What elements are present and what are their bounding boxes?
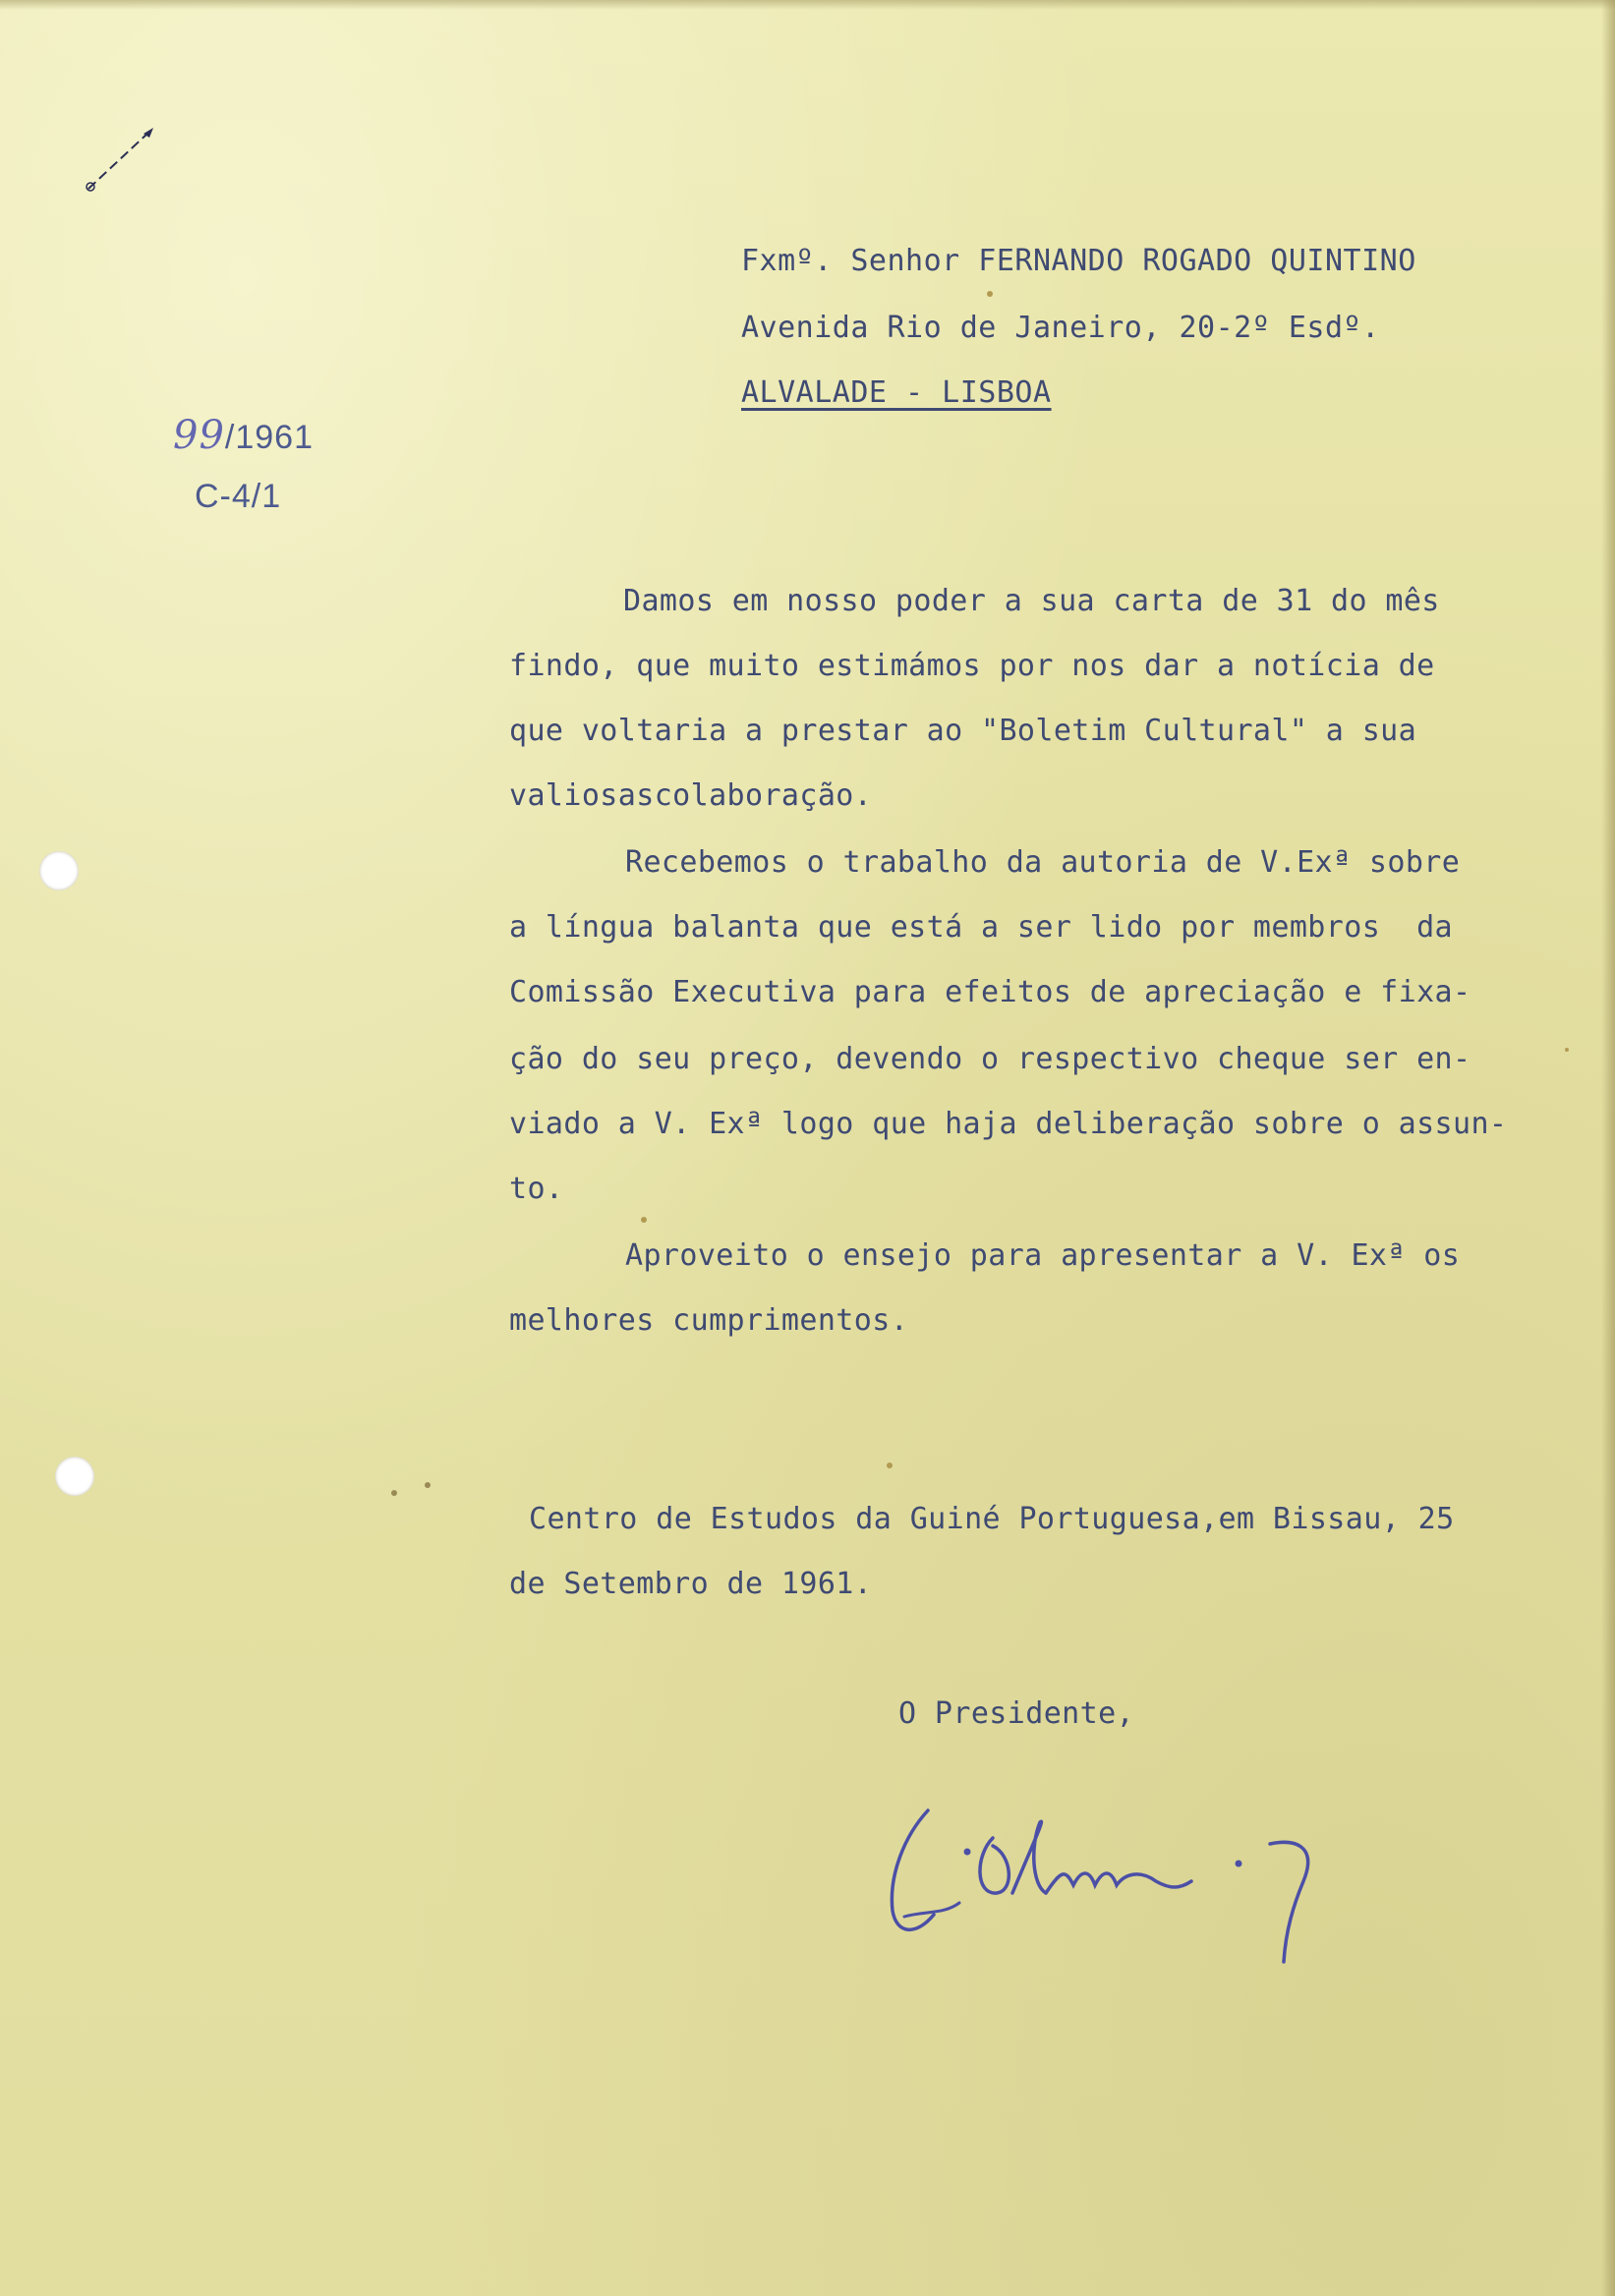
body-line: findo, que muito estimámos por nos dar a notícia de [509,649,1435,683]
punch-hole-lower [55,1457,94,1496]
paper-top-edge [0,0,1615,10]
paper-right-edge [1601,0,1615,2296]
body-line: que voltaria a prestar ao "Boletim Cultural" a sua [509,714,1417,748]
reference-number-handwritten: 99 [173,413,225,458]
paper-speck [987,291,993,297]
paper-speck [1565,1048,1569,1052]
body-line: ção do seu preço, devendo o respectivo cheque ser en- [509,1042,1471,1076]
place-date-line: Centro de Estudos da Guiné Portuguesa,em Bissau, 25 [529,1502,1455,1536]
place-date-line: de Setembro de 1961. [509,1567,873,1601]
body-line: Damos em nosso poder a sua carta de 31 do mês [623,584,1440,618]
body-line: melhores cumprimentos. [509,1303,909,1338]
body-line: Comissão Executiva para efeitos de apreciação e fixa- [509,975,1471,1009]
body-line: valiosascolaboração. [509,778,873,813]
closing-title: O Presidente, [898,1696,1134,1731]
body-line: viado a V. Exª logo que haja deliberação sobre o assun- [509,1107,1508,1141]
pen-mark-icon [81,124,169,202]
reference-number [173,413,314,458]
signature [865,1787,1337,1974]
body-line: to. [509,1172,564,1206]
recipient-line-2: Avenida Rio de Janeiro, 20-2º Esdº. [741,311,1380,345]
recipient-line-1: Fxmº. Senhor FERNANDO ROGADO QUINTINO [741,244,1416,278]
reference-code: C-4/1 [195,478,282,515]
paper-speck [425,1482,431,1488]
body-line: Recebemos o trabalho da autoria de V.Exª sobre [625,845,1461,880]
reference-year: /1961 [224,419,314,456]
body-line: Aproveito o ensejo para apresentar a V. Exª os [625,1238,1461,1273]
body-line: a língua balanta que está a ser lido por membros da [509,910,1453,945]
punch-hole-upper [39,851,79,890]
recipient-line-3: ALVALADE - LISBOA [741,375,1052,410]
paper-speck [391,1490,397,1496]
paper-speck [887,1463,893,1468]
paper-speck [641,1217,647,1223]
